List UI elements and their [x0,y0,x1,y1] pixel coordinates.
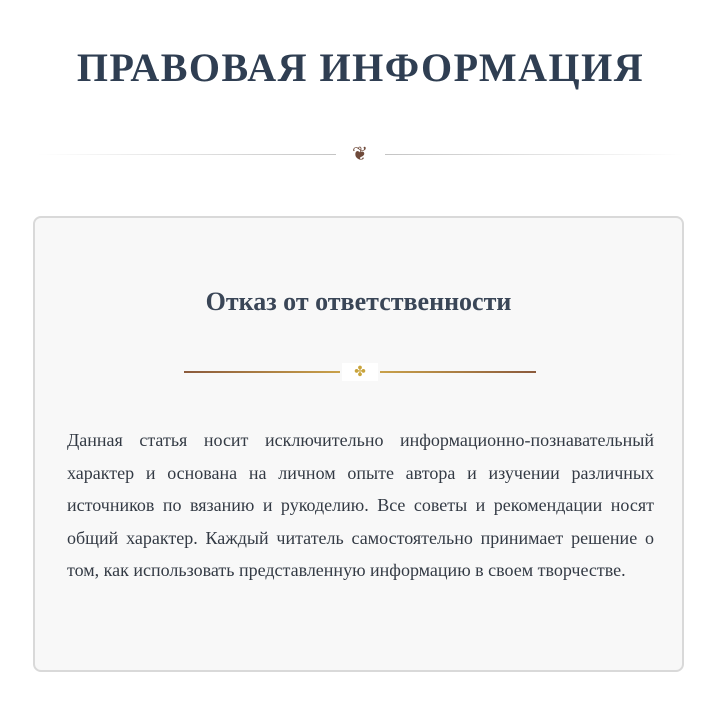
section-divider [38,145,683,165]
fleuron-icon: ❦ [352,143,368,165]
disclaimer-heading: Отказ от ответственности [205,287,512,316]
four-leaf-ornament-icon: ✤ [354,364,366,380]
divider-line-left [38,154,336,155]
heading-divider [184,363,536,381]
gold-line-right [380,371,536,373]
divider-line-right [385,154,683,155]
disclaimer-card [33,216,684,672]
page-title: ПРАВОВАЯ ИНФОРМАЦИЯ [76,45,645,90]
gold-line-left [184,371,340,373]
ornament-badge [342,363,378,381]
disclaimer-text: Данная статья носит исключительно информационно-познавательный характер и основана на личном опыте автора и изучении различных источников по вязанию и рукоделию. Все советы и рекомендации носят общий характер. Каждый читатель самостоятельно принимает решение о том, как использовать представленную информацию в своем творчестве. [67,430,654,581]
